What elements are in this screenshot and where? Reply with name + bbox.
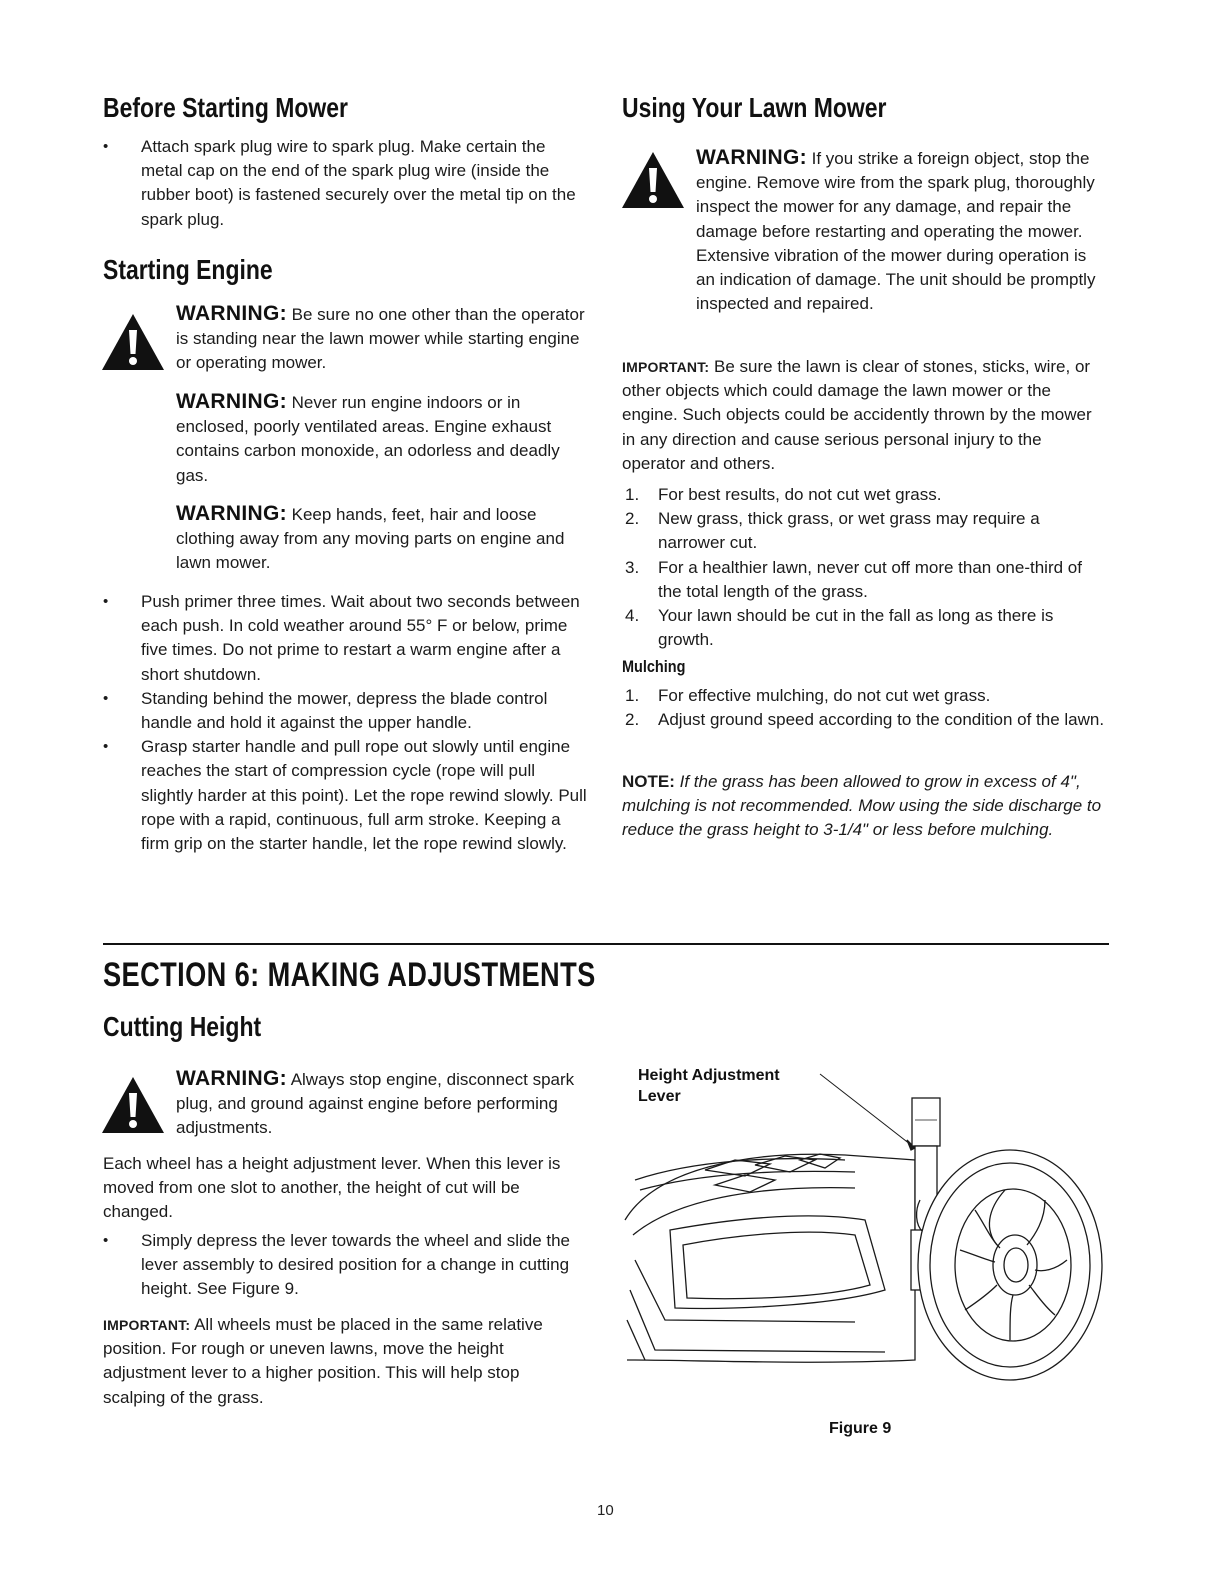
- list-item: 4. Your lawn should be cut in the fall as long as there is growth.: [625, 606, 1054, 650]
- cutting-bullets: [103, 1229, 573, 1302]
- important-text: All wheels must be placed in the same relative position. For rough or uneven lawns, move the height adjustment lever to a higher position. This will help stop scalping of the grass.: [103, 1315, 543, 1407]
- warning-2: [176, 390, 586, 488]
- warning-triangle-icon: [100, 1075, 166, 1135]
- important-text: Be sure the lawn is clear of stones, sticks, wire, or other objects which could damage the lawn mower or the engine. Such objects could be accidently thrown by the mower in any direction and cause serious personal injury to the operator and others.: [622, 357, 1092, 473]
- before-starting-title: Before Starting Mower: [103, 92, 348, 123]
- cutting-warning: [176, 1067, 591, 1141]
- warning-label: WARNING:: [176, 502, 287, 525]
- using-important: [622, 355, 1108, 476]
- figure-9-illustration: [615, 1060, 1110, 1390]
- before-starting-list: [103, 135, 583, 232]
- warning-label: WARNING:: [176, 390, 287, 413]
- list-item: • Push primer three times. Wait about two seconds between each push. In cold weather around 55° F or below, prime five times. Do not prime to restart a warm engine after a short shutdown.: [103, 590, 589, 687]
- list-item: 1. For best results, do not cut wet grass.: [625, 485, 942, 504]
- warning-triangle-icon: [100, 312, 166, 372]
- list-item: 3. For a healthier lawn, never cut off more than one-third of the total length of the grass.: [625, 557, 1082, 601]
- list-item: 1. For effective mulching, do not cut wet grass.: [625, 686, 991, 705]
- using-mower-title: Using Your Lawn Mower: [622, 92, 887, 123]
- warning-label: WARNING:: [176, 1067, 287, 1090]
- list-item: • Attach spark plug wire to spark plug. Make certain the metal cap on the end of the spark plug wire (inside the rubber boot) is fastened securely over the metal tip on the spark plug.: [103, 135, 583, 232]
- warning-text: If you strike a foreign object, stop the engine. Remove wire from the spark plug, thoroughly inspect the mower for any damage, and repair the damage before restarting and operating the mower. Extensive vibration of the mower during operation is an indication of damage. The unit should be promptly inspected and repaired.: [696, 149, 1096, 314]
- mulching-steps: [622, 684, 1108, 732]
- important-label: IMPORTANT:: [103, 1317, 191, 1333]
- list-item: • Standing behind the mower, depress the blade control handle and hold it against the upper handle.: [103, 687, 589, 735]
- mulching-note: [622, 770, 1110, 843]
- starting-engine-title: Starting Engine: [103, 254, 273, 285]
- using-warning: [696, 146, 1106, 316]
- list-item: 2. New grass, thick grass, or wet grass may require a narrower cut.: [625, 509, 1040, 553]
- starting-steps-list: [103, 590, 589, 856]
- warning-text: Be sure no one other than the operator is standing near the lawn mower while starting engine or operating mower.: [176, 305, 585, 373]
- figure-label-line1: Height Adjustment: [638, 1067, 780, 1084]
- list-item: 2. Adjust ground speed according to the condition of the lawn.: [625, 710, 1105, 730]
- note-text: If the grass has been allowed to grow in excess of 4", mulching is not recommended. Mow using the side discharge to reduce the grass height to 3-1/4" or less before mulching.: [622, 772, 1102, 840]
- note-label: NOTE:: [622, 772, 675, 791]
- section-divider: [103, 943, 1109, 945]
- list-item: • Grasp starter handle and pull rope out slowly until engine reaches the start of compression cycle (rope will pull slightly harder at this point). Let the rope rewind slowly. Pull rope with a rapid, continuous, full arm stroke. Keeping a firm grip on the starter handle, let the rope rewind slowly.: [103, 735, 589, 856]
- cutting-paragraph: Each wheel has a height adjustment lever. When this lever is moved from one slot to another, the height of cut will be changed.: [103, 1154, 561, 1222]
- warning-3: [176, 502, 586, 576]
- warning-label: WARNING:: [696, 146, 807, 169]
- using-steps: [622, 483, 1108, 652]
- mulching-title: Mulching: [622, 657, 686, 676]
- warning-triangle-icon: [620, 150, 686, 210]
- section-6-title: SECTION 6: MAKING ADJUSTMENTS: [103, 956, 596, 994]
- warning-text: Always stop engine, disconnect spark plug, and ground against engine before performing adjustments.: [176, 1070, 575, 1138]
- important-label: IMPORTANT:: [622, 359, 710, 375]
- warning-label: WARNING:: [176, 302, 287, 325]
- figure-caption: Figure 9: [829, 1420, 892, 1437]
- warning-text: Never run engine indoors or in enclosed, poorly ventilated areas. Engine exhaust contains carbon monoxide, an odorless and deadly gas.: [176, 393, 560, 485]
- list-item: • Simply depress the lever towards the wheel and slide the lever assembly to desired position for a change in cutting height. See Figure 9.: [103, 1229, 573, 1302]
- cutting-height-title: Cutting Height: [103, 1011, 262, 1042]
- figure-label-line2: Lever: [638, 1088, 681, 1105]
- cutting-important: [103, 1313, 583, 1410]
- page-number: 10: [597, 1502, 614, 1519]
- warning-text: Keep hands, feet, hair and loose clothing away from any moving parts on engine and lawn mower.: [176, 505, 565, 573]
- warning-1: [176, 302, 591, 376]
